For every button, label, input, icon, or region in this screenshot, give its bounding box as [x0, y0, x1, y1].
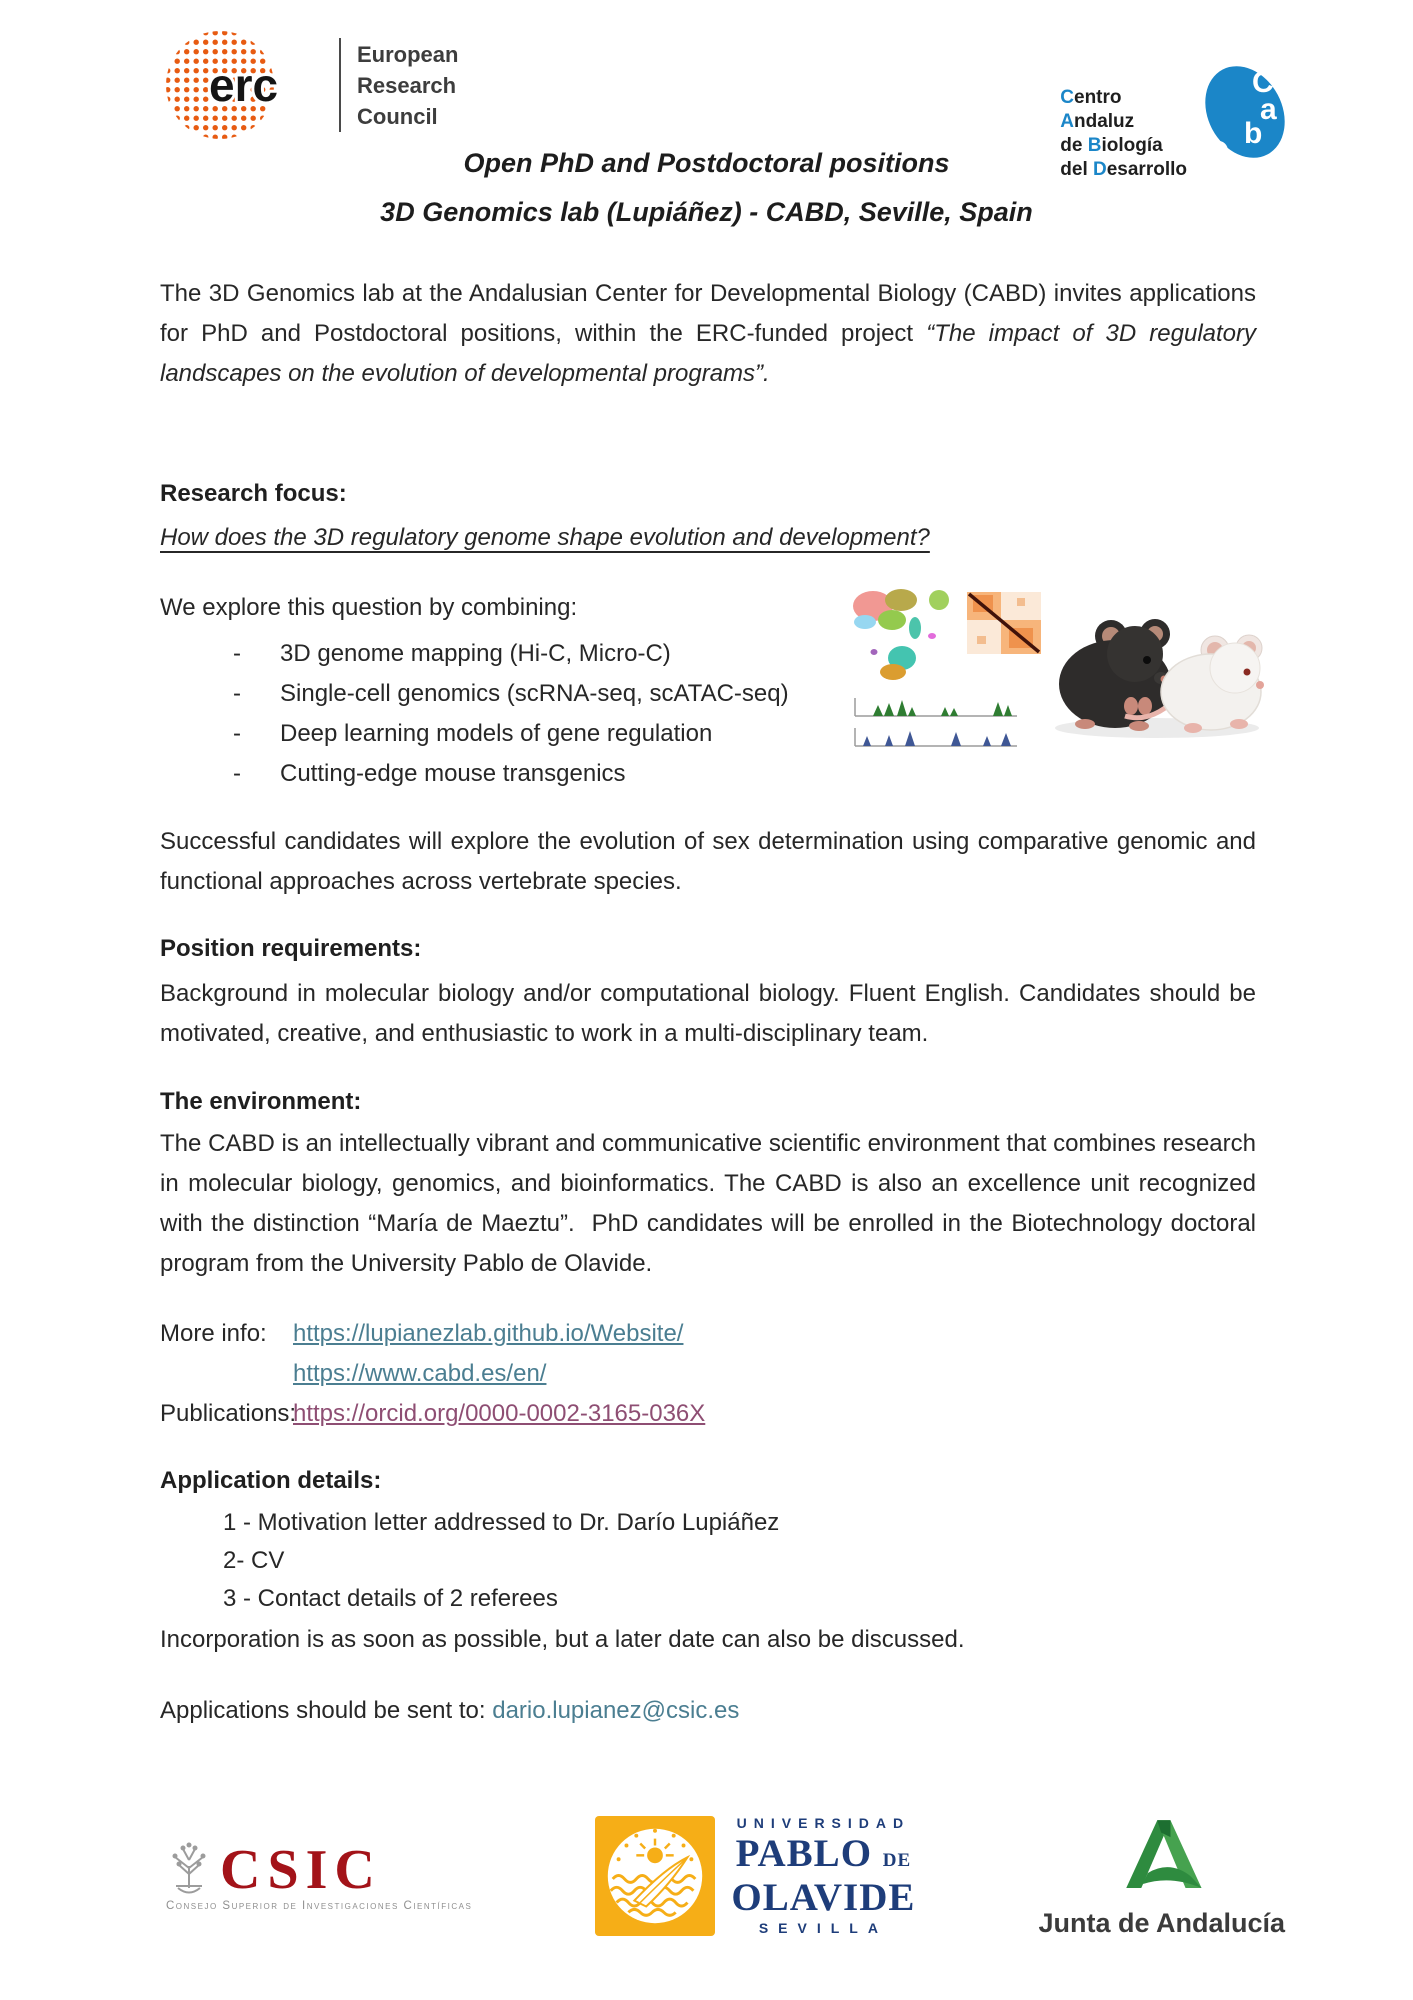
- document-body: [160, 274, 1256, 1731]
- list-item: - Cutting-edge mouse transgenics: [233, 760, 626, 787]
- title-line-2: 3D Genomics lab (Lupiáñez) - CABD, Seville, Spain: [380, 197, 1033, 227]
- cabd-circle-mark-icon: [1197, 58, 1295, 168]
- list-item: - Deep learning models of gene regulation: [233, 720, 713, 747]
- application-item: 1 - Motivation letter addressed to Dr. Darío Lupiáñez: [223, 1509, 780, 1536]
- svg-text:D: D: [1205, 134, 1230, 168]
- hic-heatmap-icon: [967, 592, 1041, 654]
- environment-paragraph: The CABD is an intellectually vibrant and communicative scientific environment that combines research in molecular biology, genomics, and bioinformatics. The CABD is also an excellence unit recognized with the distinction “María de Maeztu”. PhD candidates will be enrolled in the Biotechnology doctoral program from the University Pablo de Olavide.: [160, 1130, 1256, 1277]
- erc-abbr: erc: [209, 59, 279, 111]
- upo-sun-emblem-icon: [595, 1816, 715, 1936]
- footer-logos: [0, 1812, 1413, 1939]
- publications-row: [160, 1394, 1256, 1434]
- send-label: Applications should be sent to:: [160, 1697, 493, 1724]
- research-figure: [845, 584, 1270, 754]
- junta-a-mark-icon: [1114, 1812, 1210, 1900]
- links-section: [160, 1314, 1256, 1434]
- list-item: - Single-cell genomics (scRNA-seq, scATAC-seq): [233, 680, 789, 707]
- mice-photo: [1043, 590, 1270, 744]
- project-title-quote: “The impact of 3D regulatory landscapes on the evolution of developmental programs”.: [160, 320, 1257, 387]
- lab-website-link[interactable]: https://lupianezlab.github.io/Website/: [293, 1320, 684, 1347]
- erc-org-line: European: [357, 41, 459, 67]
- contact-email-link[interactable]: dario.lupianez@csic.es: [492, 1697, 740, 1724]
- upo-universidad-label: UNIVERSIDAD: [736, 1815, 911, 1831]
- application-item: 3 - Contact details of 2 referees: [223, 1585, 558, 1612]
- methods-section: [160, 588, 1256, 794]
- cabd-website-link[interactable]: https://www.cabd.es/en/: [293, 1360, 547, 1387]
- intro-paragraph: [160, 274, 1256, 394]
- erc-org-name: [357, 39, 458, 132]
- more-info-row: [160, 1314, 1256, 1354]
- umap-scatter-icon: [845, 584, 953, 684]
- svg-text:b: b: [1244, 117, 1263, 150]
- candidates-paragraph: Successful candidates will explore the evolution of sex determination using comparative genomic and functional approaches across vertebrate species.: [160, 828, 1256, 895]
- cabd-logo: [1060, 58, 1295, 182]
- more-info-label: More info:: [160, 1320, 267, 1347]
- csic-caption: Consejo Superior de Investigaciones Científicas: [166, 1899, 473, 1912]
- upo-sevilla-label: SEVILLA: [758, 1920, 888, 1936]
- orcid-link[interactable]: https://orcid.org/0000-0002-3165-036X: [293, 1400, 706, 1427]
- upo-name: PABLO DE OLAVIDE: [731, 1832, 916, 1919]
- incorporation-paragraph: Incorporation is as soon as possible, but a later date can also be discussed.: [160, 1626, 965, 1653]
- erc-logo: [163, 28, 458, 142]
- publications-label: Publications:: [160, 1400, 297, 1427]
- genome-tracks-icon: [849, 690, 1021, 750]
- requirements-paragraph: Background in molecular biology and/or computational biology. Fluent English. Candidates should be motivated, creative, and enthusiastic to work in a multi-disciplinary team.: [160, 980, 1256, 1047]
- csic-logo: [166, 1840, 472, 1912]
- erc-dotted-sphere-icon: [163, 28, 331, 142]
- environment-heading: The environment:: [160, 1088, 362, 1115]
- research-focus-heading: Research focus:: [160, 480, 347, 507]
- combining-intro: We explore this question by combining:: [160, 594, 578, 621]
- application-items: [160, 1504, 1256, 1618]
- junta-logo: [1038, 1812, 1285, 1939]
- svg-text:C: C: [1252, 66, 1274, 99]
- csic-acronym: CSIC: [220, 1838, 382, 1901]
- svg-text:a: a: [1260, 93, 1277, 126]
- junta-name: Junta de Andalucía: [1038, 1908, 1285, 1938]
- application-item: 2- CV: [223, 1547, 285, 1574]
- intro-text: The 3D Genomics lab at the Andalusian Center for Developmental Biology (CABD) invites applications for PhD and Postdoctoral positions, within the ERC-funded project: [160, 280, 1256, 347]
- erc-org-line: Research: [357, 72, 457, 98]
- send-applications-line: [160, 1691, 1256, 1731]
- csic-tree-icon: [166, 1840, 212, 1896]
- application-details-heading: Application details:: [160, 1467, 382, 1494]
- requirements-heading: Position requirements:: [160, 935, 422, 962]
- erc-divider: [339, 38, 341, 132]
- research-question: How does the 3D regulatory genome shape evolution and development?: [160, 524, 930, 551]
- cabd-site-row: [160, 1354, 1256, 1394]
- list-item: - 3D genome mapping (Hi-C, Micro-C): [233, 640, 671, 667]
- erc-org-line: Council: [357, 103, 438, 129]
- cabd-org-name: Centro Andaluz de Biología del Desarrollo: [1060, 87, 1187, 180]
- upo-logo: [595, 1815, 915, 1936]
- title-line-1: Open PhD and Postdoctoral positions: [463, 148, 950, 178]
